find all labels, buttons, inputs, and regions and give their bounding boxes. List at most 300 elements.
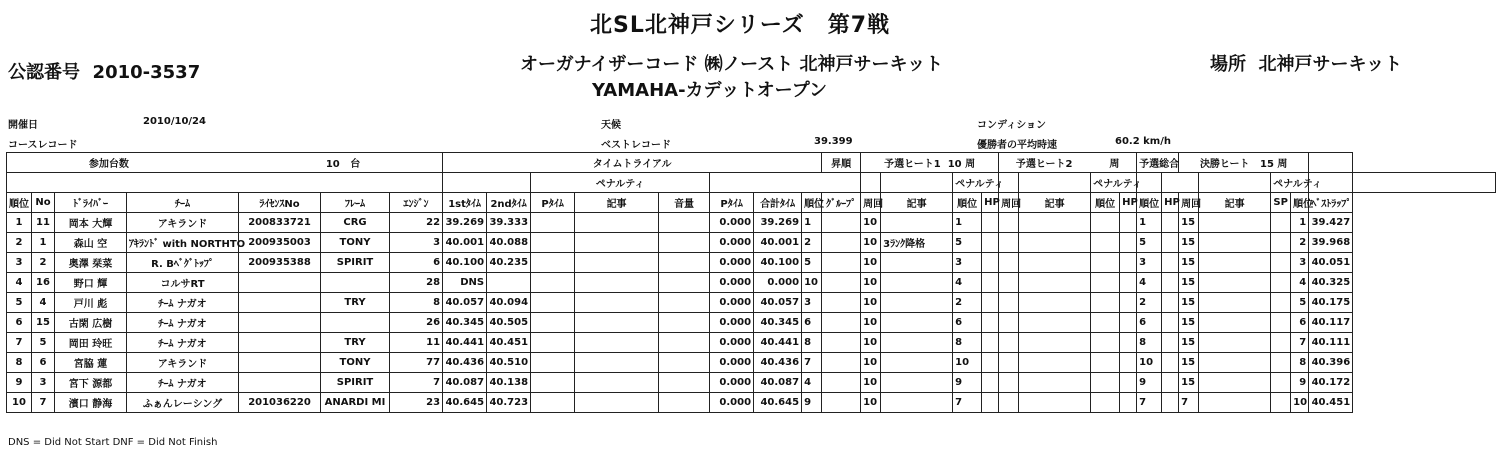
blank-cell bbox=[982, 373, 999, 393]
cell-h1-note: 3ﾗﾝｸ降格 bbox=[881, 233, 953, 253]
cell-t1: 40.057 bbox=[443, 293, 487, 313]
blank-cell bbox=[1199, 233, 1271, 253]
blank-cell bbox=[1120, 213, 1137, 233]
cell-pos: 10 bbox=[7, 393, 32, 413]
col-frame: ﾌﾚｰﾑ bbox=[321, 193, 390, 213]
cell-no: 4 bbox=[32, 293, 55, 313]
cell-f-laps: 7 bbox=[1179, 393, 1199, 413]
col-team: ﾁｰﾑ bbox=[127, 193, 239, 213]
cell-h2-laps bbox=[999, 313, 1019, 333]
cell-f-laps: 15 bbox=[1179, 313, 1199, 333]
cell-rank: 3 bbox=[802, 293, 822, 313]
cell-f-pos: 6 bbox=[1291, 313, 1309, 333]
col-h1-pos: 順位 bbox=[953, 193, 982, 213]
cell-tot-pos: 8 bbox=[1137, 333, 1162, 353]
cell-t1: 40.345 bbox=[443, 313, 487, 333]
cell-best: 40.451 bbox=[1309, 393, 1353, 413]
blank-cell bbox=[1199, 313, 1271, 333]
blank-cell bbox=[531, 393, 575, 413]
col-volume: 音量 bbox=[659, 193, 710, 213]
blank-cell bbox=[659, 353, 710, 373]
cell-engine: 77 bbox=[390, 353, 443, 373]
cell-f-laps: 15 bbox=[1179, 333, 1199, 353]
table-row bbox=[7, 333, 1496, 353]
blank-cell bbox=[1091, 393, 1120, 413]
table-row bbox=[7, 253, 1496, 273]
cell-frame: TRY bbox=[321, 293, 390, 313]
cell-frame: TONY bbox=[321, 233, 390, 253]
cell-tot-pos: 7 bbox=[1137, 393, 1162, 413]
cell-h1-note bbox=[881, 293, 953, 313]
cell-t2: 40.088 bbox=[487, 233, 531, 253]
cell-h1-pos: 3 bbox=[953, 253, 982, 273]
entries-count: 10 bbox=[325, 159, 340, 170]
blank-cell bbox=[531, 333, 575, 353]
cell-engine: 22 bbox=[390, 213, 443, 233]
heat2-label: 予選ヒート2 bbox=[1015, 159, 1073, 170]
cell-h1-pos: 1 bbox=[953, 213, 982, 233]
cell-f-laps: 15 bbox=[1179, 373, 1199, 393]
cell-h1-laps: 10 bbox=[861, 353, 881, 373]
cell-t1: 40.645 bbox=[443, 393, 487, 413]
cell-h1-pos: 4 bbox=[953, 273, 982, 293]
cell-t2: 40.510 bbox=[487, 353, 531, 373]
col-ptime: Pﾀｲﾑ bbox=[531, 193, 575, 213]
blank-cell bbox=[1162, 253, 1179, 273]
blank-cell bbox=[531, 233, 575, 253]
cell-h1-note bbox=[881, 253, 953, 273]
time-trial-header: タイムトライアル bbox=[443, 153, 822, 173]
cell-driver: 古閑 広樹 bbox=[55, 313, 127, 333]
cell-h2-laps bbox=[999, 353, 1019, 373]
blank-cell bbox=[982, 333, 999, 353]
blank-cell bbox=[531, 293, 575, 313]
cell-ptime: 0.000 bbox=[710, 273, 754, 293]
blank-cell bbox=[1199, 293, 1271, 313]
blank-cell bbox=[575, 273, 659, 293]
cell-t1: 40.100 bbox=[443, 253, 487, 273]
cell-h1-pos: 2 bbox=[953, 293, 982, 313]
cell-no: 2 bbox=[32, 253, 55, 273]
cell-f-laps: 15 bbox=[1179, 273, 1199, 293]
col-t1: 1stﾀｲﾑ bbox=[443, 193, 487, 213]
cell-h2-laps bbox=[999, 273, 1019, 293]
col-rank: 順位 bbox=[802, 193, 822, 213]
cell-h2-laps bbox=[999, 213, 1019, 233]
cell-ptime: 0.000 bbox=[710, 293, 754, 313]
blank-cell bbox=[1019, 353, 1091, 373]
blank-cell bbox=[1162, 293, 1179, 313]
col-group: ｸﾞﾙｰﾌﾟ bbox=[822, 193, 861, 213]
final-laps-unit: 周 bbox=[1277, 159, 1288, 170]
cell-pos: 7 bbox=[7, 333, 32, 353]
blank-cell bbox=[1091, 233, 1120, 253]
cell-driver: 野口 輝 bbox=[55, 273, 127, 293]
col-h1-laps: 周回 bbox=[861, 193, 881, 213]
cell-license bbox=[239, 273, 321, 293]
col-driver: ﾄﾞﾗｲﾊﾞｰ bbox=[55, 193, 127, 213]
cell-team: アキランド bbox=[127, 213, 239, 233]
cell-driver: 戸川 彪 bbox=[55, 293, 127, 313]
final-label: 決勝ヒート bbox=[1199, 159, 1250, 170]
venue-name: 北神戸サーキット bbox=[1258, 54, 1403, 75]
cell-f-pos: 7 bbox=[1291, 333, 1309, 353]
cell-ptime: 0.000 bbox=[710, 313, 754, 333]
blank-cell bbox=[1019, 313, 1091, 333]
blank-cell bbox=[1019, 333, 1091, 353]
cell-tot-pos: 10 bbox=[1137, 353, 1162, 373]
final-penalty-header: ペナルティ bbox=[1271, 173, 1309, 193]
table-row bbox=[7, 273, 1496, 293]
blank-cell bbox=[575, 393, 659, 413]
blank-cell bbox=[575, 213, 659, 233]
cell-t2: 39.333 bbox=[487, 213, 531, 233]
blank-cell bbox=[1120, 293, 1137, 313]
cell-team: R. Bﾍﾞｸﾞﾄｯﾌﾟ bbox=[127, 253, 239, 273]
blank-cell bbox=[1199, 173, 1271, 193]
cell-no: 1 bbox=[32, 233, 55, 253]
cell-pos: 3 bbox=[7, 253, 32, 273]
blank-cell bbox=[822, 333, 861, 353]
blank-cell bbox=[531, 313, 575, 333]
col-f-pos: 順位 bbox=[1291, 193, 1309, 213]
table-row bbox=[7, 393, 1496, 413]
date-label: 開催日 bbox=[8, 120, 38, 131]
blank-cell bbox=[822, 353, 861, 373]
venue-label: 場所 bbox=[1210, 54, 1246, 75]
table-row bbox=[7, 313, 1496, 333]
cell-rank: 5 bbox=[802, 253, 822, 273]
blank-cell bbox=[822, 373, 861, 393]
cell-frame: CRG bbox=[321, 213, 390, 233]
blank-cell bbox=[1271, 333, 1291, 353]
avg-speed-label: 優勝者の平均時速 bbox=[977, 140, 1057, 151]
col-h1-note: 記事 bbox=[881, 193, 953, 213]
venue bbox=[1210, 50, 1402, 76]
cell-h1-note bbox=[881, 353, 953, 373]
blank-cell bbox=[659, 233, 710, 253]
blank-cell bbox=[1019, 393, 1091, 413]
final-laps: 15 bbox=[1260, 159, 1274, 170]
cell-h1-laps: 10 bbox=[861, 213, 881, 233]
cell-engine: 8 bbox=[390, 293, 443, 313]
blank-cell bbox=[659, 373, 710, 393]
cell-rank: 7 bbox=[802, 353, 822, 373]
blank-cell bbox=[659, 313, 710, 333]
blank-cell bbox=[659, 333, 710, 353]
blank-cell bbox=[659, 273, 710, 293]
blank-cell bbox=[1271, 373, 1291, 393]
blank-cell bbox=[531, 373, 575, 393]
cell-pos: 2 bbox=[7, 233, 32, 253]
certification bbox=[8, 58, 200, 84]
blank-cell bbox=[531, 253, 575, 273]
cell-h1-note bbox=[881, 273, 953, 293]
col-best-lap: ﾍﾞｽﾄﾗｯﾌﾟ bbox=[1309, 193, 1353, 213]
cert-number: 2010-3537 bbox=[92, 62, 201, 83]
cell-f-laps: 15 bbox=[1179, 233, 1199, 253]
cell-no: 16 bbox=[32, 273, 55, 293]
blank-cell bbox=[531, 353, 575, 373]
blank-cell bbox=[822, 213, 861, 233]
cell-tot-pos: 9 bbox=[1137, 373, 1162, 393]
cell-h1-pos: 8 bbox=[953, 333, 982, 353]
cell-ptime: 0.000 bbox=[710, 233, 754, 253]
blank-cell bbox=[1199, 393, 1271, 413]
course-record-label: コースレコード bbox=[8, 140, 78, 151]
condition-label: コンディション bbox=[977, 120, 1046, 131]
blank-cell bbox=[1199, 373, 1271, 393]
cell-h1-note bbox=[881, 393, 953, 413]
cell-total: 39.269 bbox=[754, 213, 802, 233]
blank-cell bbox=[1091, 213, 1120, 233]
col-t2: 2ndﾀｲﾑ bbox=[487, 193, 531, 213]
blank-cell bbox=[982, 353, 999, 373]
cell-frame: ANARDI MI bbox=[321, 393, 390, 413]
group-header-row bbox=[7, 153, 1496, 173]
cell-ptime: 0.000 bbox=[710, 373, 754, 393]
cell-t2: 40.094 bbox=[487, 293, 531, 313]
results-table bbox=[6, 152, 1496, 413]
cell-t2: 40.505 bbox=[487, 313, 531, 333]
best-lap-group bbox=[1309, 153, 1353, 173]
blank-cell bbox=[1019, 173, 1091, 193]
cell-driver: 森山 空 bbox=[55, 233, 127, 253]
cell-engine: 6 bbox=[390, 253, 443, 273]
cell-pos: 1 bbox=[7, 213, 32, 233]
cell-driver: 岡田 玲旺 bbox=[55, 333, 127, 353]
cell-h2-laps bbox=[999, 373, 1019, 393]
blank-cell bbox=[1162, 273, 1179, 293]
blank-cell bbox=[1162, 173, 1199, 193]
cell-best: 40.111 bbox=[1309, 333, 1353, 353]
cell-h1-pos: 10 bbox=[953, 353, 982, 373]
cell-t2: 40.723 bbox=[487, 393, 531, 413]
blank-cell bbox=[982, 233, 999, 253]
cell-license bbox=[239, 313, 321, 333]
cell-t2: 40.138 bbox=[487, 373, 531, 393]
cell-f-pos: 8 bbox=[1291, 353, 1309, 373]
cell-rank: 10 bbox=[802, 273, 822, 293]
cell-h2-laps bbox=[999, 333, 1019, 353]
cell-h1-laps: 10 bbox=[861, 313, 881, 333]
cell-tot-pos: 3 bbox=[1137, 253, 1162, 273]
cell-f-laps: 15 bbox=[1179, 293, 1199, 313]
blank-cell bbox=[1162, 373, 1179, 393]
organizer-line: オーガナイザーコード ㈱ノースト 北神戸サーキット bbox=[520, 54, 944, 75]
blank-cell bbox=[710, 173, 861, 193]
cell-total: 40.100 bbox=[754, 253, 802, 273]
blank-cell bbox=[1271, 233, 1291, 253]
cell-t1: 40.441 bbox=[443, 333, 487, 353]
tt-penalty-header: ペナルティ bbox=[531, 173, 710, 193]
blank-cell bbox=[575, 333, 659, 353]
heat1-label: 予選ヒート1 bbox=[884, 159, 941, 170]
cell-h1-laps: 10 bbox=[861, 273, 881, 293]
cell-best: 40.325 bbox=[1309, 273, 1353, 293]
blank-cell bbox=[822, 273, 861, 293]
col-tot-hp: HP bbox=[1162, 193, 1179, 213]
blank-cell bbox=[1162, 393, 1179, 413]
cell-license bbox=[239, 373, 321, 393]
col-f-sp: SP bbox=[1271, 193, 1291, 213]
cell-h1-laps: 10 bbox=[861, 293, 881, 313]
blank-cell bbox=[861, 173, 881, 193]
cell-pos: 4 bbox=[7, 273, 32, 293]
col-total: 合計ﾀｲﾑ bbox=[754, 193, 802, 213]
cell-h2-laps bbox=[999, 293, 1019, 313]
cell-no: 7 bbox=[32, 393, 55, 413]
cell-frame bbox=[321, 313, 390, 333]
blank-cell bbox=[1271, 253, 1291, 273]
blank-cell bbox=[659, 393, 710, 413]
column-header-row bbox=[7, 193, 1496, 213]
heat2-header bbox=[999, 153, 1137, 173]
cell-pos: 8 bbox=[7, 353, 32, 373]
blank-cell bbox=[881, 173, 953, 193]
blank-cell bbox=[822, 393, 861, 413]
cell-no: 5 bbox=[32, 333, 55, 353]
cell-total: 40.436 bbox=[754, 353, 802, 373]
blank-cell bbox=[982, 393, 999, 413]
blank-cell bbox=[1019, 273, 1091, 293]
cell-f-pos: 4 bbox=[1291, 273, 1309, 293]
blank-cell bbox=[1019, 233, 1091, 253]
cell-license bbox=[239, 293, 321, 313]
blank-cell bbox=[1120, 233, 1137, 253]
blank-cell bbox=[1199, 353, 1271, 373]
blank-cell bbox=[1353, 173, 1496, 193]
cell-engine: 7 bbox=[390, 373, 443, 393]
cell-h1-laps: 10 bbox=[861, 253, 881, 273]
cell-no: 15 bbox=[32, 313, 55, 333]
col-h2-note: 記事 bbox=[1019, 193, 1091, 213]
blank-cell bbox=[982, 253, 999, 273]
cell-team: ﾁｰﾑ ナガオ bbox=[127, 373, 239, 393]
cell-ptime: 0.000 bbox=[710, 213, 754, 233]
cell-total: 0.000 bbox=[754, 273, 802, 293]
entries-label: 参加台数 bbox=[88, 159, 129, 170]
cell-tot-pos: 6 bbox=[1137, 313, 1162, 333]
blank-cell bbox=[1120, 353, 1137, 373]
cell-rank: 2 bbox=[802, 233, 822, 253]
cell-total: 40.087 bbox=[754, 373, 802, 393]
col-h2-hp: HP bbox=[1120, 193, 1137, 213]
cell-f-pos: 9 bbox=[1291, 373, 1309, 393]
entries-unit: 台 bbox=[350, 159, 361, 170]
weather-label: 天候 bbox=[601, 120, 621, 131]
table-row bbox=[7, 373, 1496, 393]
penalty-header-row bbox=[7, 173, 1496, 193]
cell-t1: 39.269 bbox=[443, 213, 487, 233]
blank-cell bbox=[1199, 253, 1271, 273]
blank-cell bbox=[1120, 253, 1137, 273]
blank-cell bbox=[575, 233, 659, 253]
cell-driver: 宮脇 蓮 bbox=[55, 353, 127, 373]
cell-tot-pos: 2 bbox=[1137, 293, 1162, 313]
blank-cell bbox=[1199, 273, 1271, 293]
cell-no: 11 bbox=[32, 213, 55, 233]
cell-t1: 40.436 bbox=[443, 353, 487, 373]
cell-team: ｱｷﾗﾝﾄﾞ with NORTHTO bbox=[127, 233, 239, 253]
col-f-laps: 周回 bbox=[1179, 193, 1199, 213]
cell-frame: SPIRIT bbox=[321, 373, 390, 393]
table-row bbox=[7, 213, 1496, 233]
cell-team: コルサRT bbox=[127, 273, 239, 293]
blank-cell bbox=[1019, 373, 1091, 393]
cell-license: 200833721 bbox=[239, 213, 321, 233]
cell-engine: 28 bbox=[390, 273, 443, 293]
cell-rank: 4 bbox=[802, 373, 822, 393]
heat1-header bbox=[861, 153, 999, 173]
cell-total: 40.441 bbox=[754, 333, 802, 353]
cell-h1-note bbox=[881, 313, 953, 333]
blank-cell bbox=[1019, 213, 1091, 233]
blank-cell bbox=[1162, 333, 1179, 353]
cell-rank: 9 bbox=[802, 393, 822, 413]
blank-cell bbox=[822, 253, 861, 273]
cell-team: ﾁｰﾑ ナガオ bbox=[127, 313, 239, 333]
cell-pos: 9 bbox=[7, 373, 32, 393]
cell-f-laps: 15 bbox=[1179, 353, 1199, 373]
blank-cell bbox=[1199, 333, 1271, 353]
heat1-laps-unit: 周 bbox=[965, 159, 976, 170]
cell-h1-note bbox=[881, 213, 953, 233]
blank-cell bbox=[575, 253, 659, 273]
cell-h1-laps: 10 bbox=[861, 233, 881, 253]
footer-legend: DNS = Did Not Start DNF = Did Not Finish bbox=[8, 437, 218, 448]
page-title: 北SL北神戸シリーズ 第7戦 bbox=[590, 13, 891, 38]
cell-f-pos: 3 bbox=[1291, 253, 1309, 273]
heat1-laps: 10 bbox=[947, 159, 962, 170]
blank-cell bbox=[7, 173, 443, 193]
blank-cell bbox=[1091, 253, 1120, 273]
cell-h1-laps: 10 bbox=[861, 393, 881, 413]
promotion-header: 昇順 bbox=[822, 153, 861, 173]
cell-h2-laps bbox=[999, 253, 1019, 273]
cell-ptime: 0.000 bbox=[710, 353, 754, 373]
cell-best: 40.117 bbox=[1309, 313, 1353, 333]
cell-best: 40.051 bbox=[1309, 253, 1353, 273]
cell-t2: 40.451 bbox=[487, 333, 531, 353]
cell-tot-pos: 1 bbox=[1137, 213, 1162, 233]
cell-license: 201036220 bbox=[239, 393, 321, 413]
blank-cell bbox=[659, 213, 710, 233]
cell-pos: 5 bbox=[7, 293, 32, 313]
blank-cell bbox=[982, 313, 999, 333]
blank-cell bbox=[575, 353, 659, 373]
heats-total-header: 予選総合 bbox=[1137, 153, 1179, 173]
blank-cell bbox=[1162, 213, 1179, 233]
cell-h1-laps: 10 bbox=[861, 333, 881, 353]
cell-h1-pos: 6 bbox=[953, 313, 982, 333]
col-h1-hp: HP bbox=[982, 193, 999, 213]
cell-best: 39.968 bbox=[1309, 233, 1353, 253]
cell-ptime: 0.000 bbox=[710, 253, 754, 273]
blank-cell bbox=[1120, 313, 1137, 333]
cell-driver: 岡本 大輝 bbox=[55, 213, 127, 233]
cell-t1: 40.087 bbox=[443, 373, 487, 393]
cell-license: 200935388 bbox=[239, 253, 321, 273]
cell-h2-laps bbox=[999, 393, 1019, 413]
blank-cell bbox=[1271, 353, 1291, 373]
cell-license: 200935003 bbox=[239, 233, 321, 253]
cell-engine: 26 bbox=[390, 313, 443, 333]
cell-h1-note bbox=[881, 373, 953, 393]
cell-ptime: 0.000 bbox=[710, 393, 754, 413]
cell-best: 40.175 bbox=[1309, 293, 1353, 313]
blank-cell bbox=[575, 313, 659, 333]
